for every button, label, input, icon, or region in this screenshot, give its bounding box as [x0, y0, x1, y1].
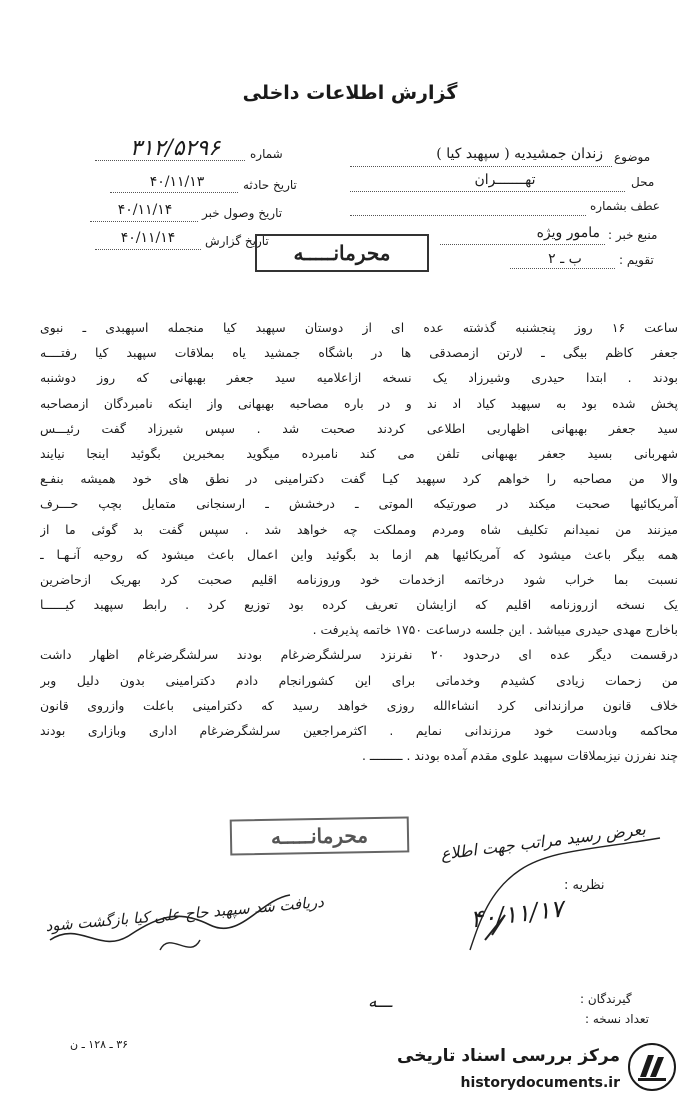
report-date-value: ۴۰/۱۱/۱۴	[120, 230, 176, 246]
subject-value: زندان جمشیدیه ( سپهبد کیا )	[436, 146, 603, 162]
source-dotted-line	[440, 244, 605, 245]
confidential-stamp-footer: محرمانـــــه	[230, 816, 410, 855]
evaluation-value: ب ـ ۲	[548, 251, 582, 267]
report-title: گزارش اطلاعات داخلی	[242, 82, 458, 104]
body-line: آمریکائیها صحبت میکند در صورتیکه الموتی ـ درخشش ـ ارسنجانی متمایل بچپ حـــرف	[40, 496, 678, 512]
received-date-value: ۴۰/۱۱/۱۴	[117, 202, 173, 218]
form-code: ۳۶ ـ ۱۲۸ ـ ن	[70, 1038, 129, 1051]
archive-logo-icon	[628, 1043, 676, 1091]
source-value: مامور ویژه	[536, 225, 600, 241]
event-date-dotted-line	[110, 192, 238, 193]
opinion-label: نظریه :	[564, 878, 605, 893]
note-scribble	[430, 830, 670, 960]
confidential-stamp: محرمانـــــه	[255, 234, 429, 272]
body-line: یک نسخه ازروزنامه اقلیم که ازایشان تعریف کرده بود توزیع کرد . رابط سپهبد کیــــــا	[40, 597, 678, 613]
signature-scribble	[40, 880, 300, 970]
report-body	[40, 315, 678, 768]
place-label: محل	[631, 175, 655, 189]
body-line: شهربانی بسید جعفر بهبهانی تلفن می کند نامبرده میگوید بمخبرین بگوئید اینجا نیایند	[40, 445, 678, 461]
copies-label: تعداد نسخه :	[585, 1012, 650, 1026]
received-date-label: تاریخ وصول خبر	[202, 206, 283, 220]
body-line: همه بیگر باعث میشود که آمریکائیها هم ازما بد بگوئید واین اعمال باعث میشود که روحیه آنـهـا ـ	[40, 546, 678, 562]
event-date-value: ۴۰/۱۱/۱۳	[149, 174, 205, 190]
number-value: ۳۱۲/۵۲۹۶	[129, 136, 221, 161]
watermark-url: historydocuments.ir	[460, 1075, 620, 1091]
body-line: من زحمات زیادی کشیدم وخدماتی برای این کشورانجام دادم دکترامینی بدون دلیل وبر	[40, 672, 678, 688]
body-line: بودند . ابتدا حیدری وشیرزاد یک نسخه ازاعلامیه سید جعفر بهبهانی که روز دوشنبه	[40, 370, 678, 386]
body-line: پخش شده بود به سپهبد کیاد اد ند و در باره مصاحبه بهبهانی واز اینکه نامبردگان ازمصاحبه	[40, 395, 678, 411]
recipients-label: گیرندگان :	[580, 992, 632, 1006]
reference-dotted-line	[350, 215, 586, 216]
body-line: درقسمت دیگر عده ای درحدود ۲۰ نفرنزد سرلشگرضرغام بودند سرلشگرضرغام اظهار داشت	[40, 647, 678, 663]
source-label: منبع خبر :	[608, 228, 658, 242]
subject-label: موضوع	[614, 150, 651, 164]
evaluation-label: تقویم :	[619, 253, 654, 267]
small-signature: ـــه	[368, 992, 393, 1012]
body-line: باخارج مهدی حیدری میباشد . این جلسه درساعت ۱۷۵۰ خاتمه پذیرفت .	[312, 622, 678, 638]
subject-dotted-line	[350, 166, 612, 167]
body-line: چند نفرزن نیزبملاقات سپهبد علوی مقدم آمده بودند . ـــــــــ .	[361, 748, 678, 764]
body-line: ساعت ۱۶ روز پنجشنبه گذشته عده ای از دوستان سپهبد کیا منجمله اسپهبدی ـ نبوی	[40, 320, 678, 335]
event-date-label: تاریخ حادثه	[243, 178, 297, 192]
left-signature: دریافت شد سپهبد حاج علی کیا بازگشت شود	[44, 892, 325, 936]
body-line: جعفر کاظم بیگی ـ لارتن ازمصدقی ها در باشگاه جمشید یاه بملاقات سپهبد کیا رفتــــه	[40, 345, 678, 361]
place-value: تهـــــــران	[474, 172, 536, 188]
body-line: میزنند من نمیدانم تکلیف شاه ومردم ومملکت چه خواهد شد . سپس گفت بد گوئی ما از	[40, 521, 678, 537]
body-line: محاکمه وبادست خود مرزندانی نمایم . اکثرمراجعین سرلشگرضرغام اداری وبازاری بودند	[40, 723, 678, 738]
watermark-title: مرکز بررسی اسناد تاریخی	[397, 1046, 620, 1066]
evaluation-dotted-line	[510, 268, 615, 269]
body-line: خلاف قانون مرازندانی کرد انشاءالله روزی خواهد رسید که دکترامینی باعلت وازروی قانون	[40, 697, 678, 713]
body-line: نسبت بما خراب شود درخاتمه ازخدمات خود وروزنامه اقلیم صحبت کرد بهریک ازحاضرین	[40, 571, 678, 587]
place-dotted-line	[350, 191, 625, 192]
body-line: والا من مصاحبه را خواهم کرد سپهبد کیـا گفت دکترامینی در نطق های خود همیشه بنفـع	[40, 471, 678, 487]
report-date-dotted-line	[95, 249, 201, 250]
number-dotted-line	[95, 160, 245, 161]
body-line: سید جعفر بهبهانی اظهاربی اطلاعی کردند صحبت شد . سپس شیرزاد گفت رئیـــس	[40, 420, 678, 436]
handwritten-note: بعرض رسید مراتب جهت اطلاع	[439, 819, 647, 864]
handwritten-date: ۴۰/۱۱/۱۷	[468, 894, 565, 934]
received-date-dotted-line	[90, 221, 198, 222]
number-label: شماره	[250, 147, 283, 161]
report-date-label: تاریخ گزارش	[205, 234, 269, 248]
reference-label: عطف بشماره	[590, 199, 660, 213]
